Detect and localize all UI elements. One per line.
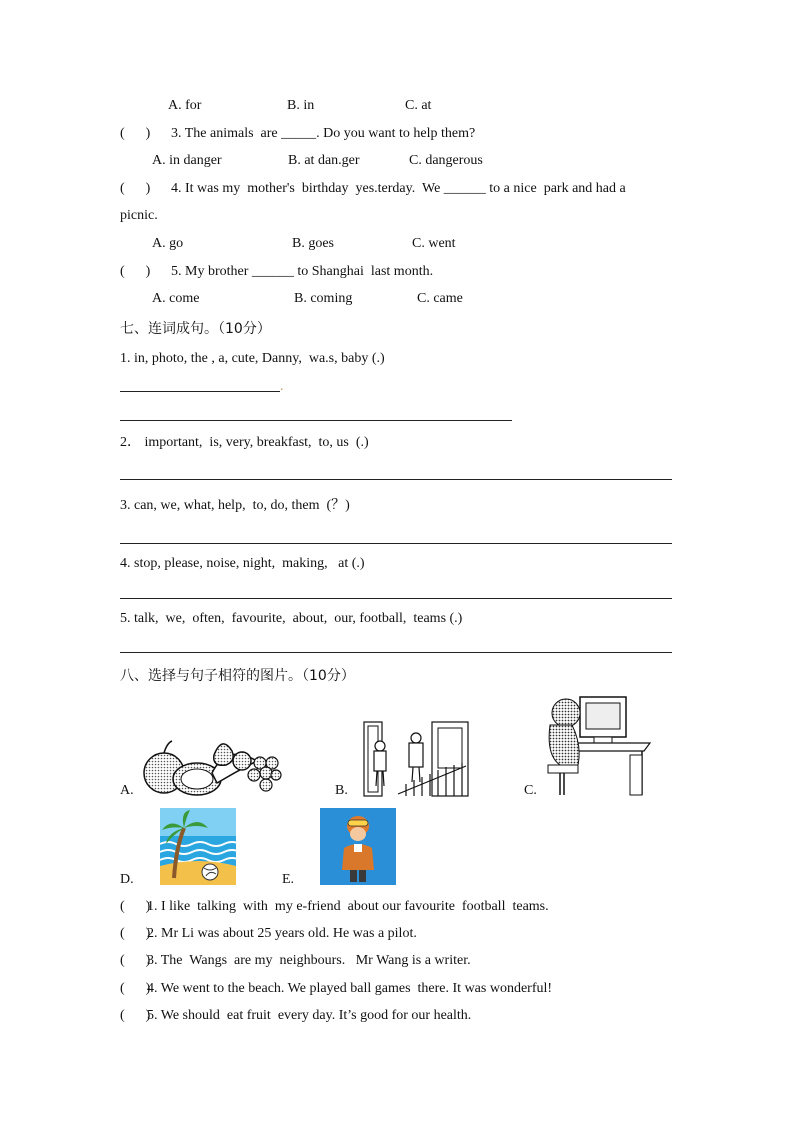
sand-icon <box>160 861 236 885</box>
pilot-picture[interactable] <box>320 808 396 885</box>
neighbours-picture[interactable] <box>362 720 470 798</box>
beach-picture[interactable] <box>160 808 236 885</box>
q2-option-c: C. at <box>405 98 432 113</box>
picture-a-label: A. <box>120 783 134 798</box>
q5-option-c: C. came <box>417 291 463 306</box>
sentence-5-answer-line[interactable] <box>120 652 672 653</box>
picture-c-label: C. <box>524 783 537 798</box>
picture-e-label: E. <box>282 872 295 887</box>
q4-paren[interactable]: ( ) <box>120 181 151 196</box>
volleyball-icon <box>202 864 218 880</box>
q5-text: 5. My brother ______ to Shanghai last month. <box>171 264 434 279</box>
sentence-2-answer-line[interactable] <box>120 479 672 480</box>
sentence-3-answer-line[interactable] <box>120 543 672 544</box>
strawberry-icon <box>233 752 251 770</box>
q3-option-a: A. in danger <box>152 153 222 168</box>
q3-text: 3. The animals are _____. Do you want to help them? <box>171 126 476 141</box>
q3-paren[interactable]: ( ) <box>120 126 151 141</box>
match-2-paren[interactable]: ( ) <box>120 926 151 941</box>
q4-option-c: C. went <box>412 236 456 251</box>
sentence-4-answer-line[interactable] <box>120 598 672 599</box>
sentence-1-words: 1. in, photo, the , a, cute, Danny, wa.s, baby (.) <box>120 351 385 366</box>
sentence-1-answer-line-short[interactable] <box>120 391 280 392</box>
computer-picture[interactable] <box>546 695 654 797</box>
q4-text-cont: picnic. <box>120 208 158 223</box>
q3-option-c: C. dangerous <box>409 153 483 168</box>
q5-option-b: B. coming <box>294 291 353 306</box>
q5-paren[interactable]: ( ) <box>120 264 151 279</box>
part7-heading: 七、连词成句。（10分） <box>120 321 271 337</box>
q2-option-a: A. for <box>168 98 202 113</box>
sentence-1-answer-line[interactable] <box>120 420 512 421</box>
sentence-4-words: 4. stop, please, noise, night, making, at (.) <box>120 556 365 571</box>
q5-option-a: A. come <box>152 291 200 306</box>
match-4-paren[interactable]: ( ) <box>120 981 151 996</box>
match-1-text: 1. I like talking with my e-friend about our favourite football teams. <box>147 899 549 914</box>
q4-text: 4. It was my mother's birthday yes.terday. We ______ to a nice park and had a <box>171 181 626 196</box>
student-body-icon <box>549 725 579 765</box>
match-3-text: 3. The Wangs are my neighbours. Mr Wang is a writer. <box>147 953 471 968</box>
match-5-paren[interactable]: ( ) <box>120 1008 151 1023</box>
match-3-paren[interactable]: ( ) <box>120 953 151 968</box>
pear-icon <box>214 744 233 765</box>
match-5-text: 5. We should eat fruit every day. It’s good for our health. <box>147 1008 472 1023</box>
fruit-picture[interactable] <box>142 733 282 797</box>
sentence-3-words: 3. can, we, what, help, to, do, them (？) <box>120 498 350 513</box>
q4-option-a: A. go <box>152 236 184 251</box>
goggles-icon <box>348 820 368 826</box>
part8-heading: 八、选择与句子相符的图片。（10分） <box>120 668 355 684</box>
q4-option-b: B. goes <box>292 236 334 251</box>
match-2-text: 2. Mr Li was about 25 years old. He was a pilot. <box>147 926 417 941</box>
picture-b-label: B. <box>335 783 348 798</box>
q2-option-b: B. in <box>287 98 315 113</box>
match-4-text: 4. We went to the beach. We played ball games there. It was wonderful! <box>147 981 553 996</box>
man-icon <box>409 733 423 782</box>
match-1-paren[interactable]: ( ) <box>120 899 151 914</box>
sentence-1-dot: . <box>280 379 284 394</box>
picture-d-label: D. <box>120 872 134 887</box>
q3-option-b: B. at dan.ger <box>288 153 360 168</box>
student-head-icon <box>552 699 580 727</box>
sentence-5-words: 5. talk, we, often, favourite, about, our, football, teams (.) <box>120 611 463 626</box>
sentence-2-words: 2． important, is, very, breakfast, to, us (.) <box>120 435 369 450</box>
